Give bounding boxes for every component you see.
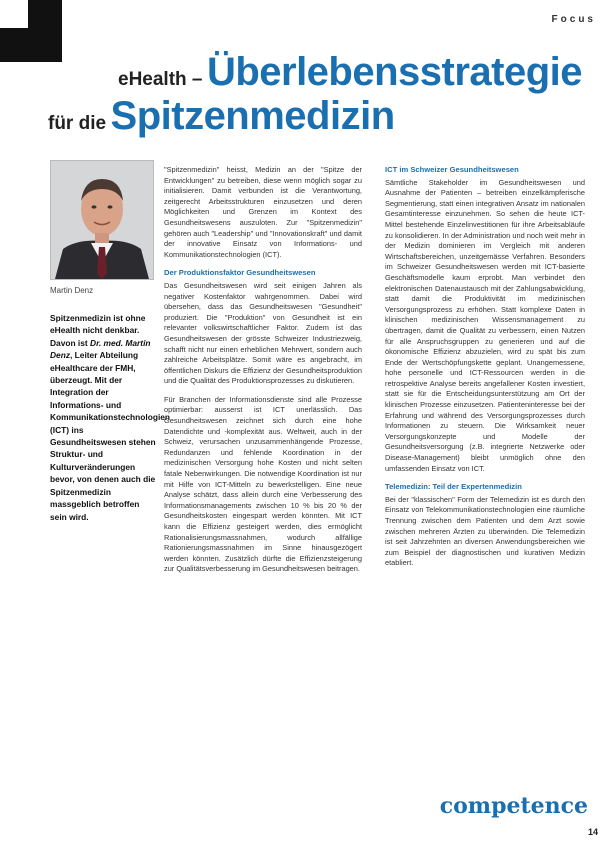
ict-paragraph: Sämtliche Stakeholder im Gesundheitswesen und Ausnahme der Patienten – betreiben einzelkämpferische Segmentierung, statt einen integrativen Ansatz im nationalen Gesamtinteresse einzunehmen. So sehen die heute ICT-Mittel bestehende Einzelinvestitionen für ihre Arbeitsabläufe zu konsolidieren. In der Administration und noch weit mehr in der Medizin dominieren im Vergleich mit anderen Wirtschaftsbereichen, unzeitgemässe Verfahren. Besonders im Schweizer Gesundheitswesen werden mit ICT-basierte Geschäftsmodelle kaum erprobt. Man verbindet den elektronischen Datenaustausch mit der Zahlungsabwicklung, statt damit die Produktivität im medizinischen Versorgungsprozess zu erhöhen. Statt komplexe Daten in klinischen medizinischen Wissensmanagement zu übertragen, damit die Qualität zu verbessern, einen Nutzen für alle Anspruchsgruppen zu generieren und auf die ökonomische Effizienz abzuzielen, wird zu spät bis zum Ende der Wertschöpfungskette geplant. Unangemessene, hohe personelle und ICT-Ressourcen werden in die retrospektive Analyse bereits angefallener Kosten investiert, statt sie für die Entscheidungsunterstützung am Ort der klinischen Prozesse einzusetzen. Patienteninteresse bei der Erfahrung und während des Versorgungsprozesses durch Informationen zu steuern. Die Wirksamkeit neuer Versorgungskonzepte und Modelle der Gesundheitsversorgung (z.B. integrierte Netzwerke oder Disease-Management) bleibt unmöglich ohne den umfassenden Einsatz von ICT. <box>385 177 585 473</box>
body-column-2 <box>385 165 585 577</box>
title-prefix: eHealth – <box>118 69 203 90</box>
portrait-image <box>51 161 153 279</box>
lead-paragraph <box>50 312 171 523</box>
lead-author-name: Dr. med. Martin Denz <box>50 337 151 361</box>
magazine-logo <box>440 793 588 819</box>
page-title-line-2 <box>48 94 395 139</box>
section-heading-ict: ICT im Schweizer Gesundheitswesen <box>385 165 519 174</box>
page-title-line-1 <box>118 50 582 95</box>
body-column-1 <box>164 165 362 583</box>
title-connector: für die <box>48 113 107 134</box>
corner-notch <box>0 0 28 28</box>
section-heading-telemedicine: Telemedizin: Teil der Expertenmedizin <box>385 482 522 492</box>
production-paragraph: Das Gesundheitswesen wird seit einigen Jahren als negativer Kostenfaktor wahrgenommen. Dabei wird übersehen, dass das Gesundheitswesen "Gesundheit" produziert. Die "Produktion" von Gesundheit ist ein relevanter volkswirtschaftlicher Faktor. Zudem ist das Gesundheitswesen der grösste Schweizer Industriezweig, schafft nicht nur einen erheblichen Mehrwert, sondern auch zahlreiche Arbeitsplätze. Somit wäre es angebracht, im öffentlichen Diskurs die Effizienz der Gesundheitsproduktion und die Qualität des Produktionsprozesses zu diskutieren. <box>164 280 362 386</box>
intro-paragraph: "Spitzenmedizin" heisst, Medizin an der "Spitze der Entwicklungen" zu betreiben, diese wenn möglich sogar zu initialisieren. Damit verbunden ist die Verantwortung, zeitgerecht Arbeitsstrukturen einzusetzen und deren Möglichkeiten und Grenzen im Kontext des Gesundheitswesens auszuloten. Zur "Spitzenmedizin" gehören auch "Leadership" und "Innovationskraft" und damit der innovative Einsatz von Informations- und Kommunikationstechnologien (ICT). <box>164 165 362 259</box>
logo-wordmark: competence <box>439 793 588 819</box>
title-second: Spitzenmedizin <box>110 94 395 138</box>
lead-text-start: Spitzenmedizin ist ohne eHealth nicht denkbar. Davon ist <box>50 313 146 348</box>
author-photo <box>50 160 154 280</box>
title-main: Überlebensstrategie <box>206 50 583 94</box>
lead-text-end: , Leiter Abteilung eHealthcare der FMH, überzeugt. Mit der Integration der Informations- und Kommunikationstechnologien (ICT) ins Gesundheitswesen stehen Struktur- und Kulturveränderungen bevor, von denen auch die Spitzenmedizin massgeblich betroffen sein wird. <box>50 350 171 522</box>
section-heading-production: Der Produktionsfaktor Gesundheitswesen <box>164 268 316 278</box>
efficiency-paragraph: Für Branchen der Informationsdienste sind alle Prozesse optimierbar: ausserst ist ICT unerlässlich. Das Gesundheitswesen zeichnet sich durch eine hohe Datendichte und -komplexität aus. Weltweit, auch in der Schweiz, verursachen unzusammenhängende Prozesse, Redundanzen und fehlende Koordination in der medizinischen Versorgung hohe Kosten und nicht selten fatale Nebenwirkungen. Die notwendige Koordination ist nur mit Hilfe von ICT-Mitteln zu bewerkstelligen. Eine neue Analyse schätzt, dass allein durch eine Verbesserung des Informationsmanagements zwischen 10 % bis 20 % der Gesundheitskosten eingespart werden könnten. Mit ICT kann die Effizienz gesteigert werden, dies ermöglicht Rationalisierungsmassnahmen, wodurch allfällige Rationierungsmassnahmen im Sinne hinausgezögert werden könnten. Zusätzlich dürfte die Effizienzsteigerung zur Qualitätsverbesserung im Gesundheitswesen beitragen. <box>164 394 362 574</box>
section-label: Focus <box>551 14 596 25</box>
page-number: 14 <box>587 827 598 837</box>
photo-caption: Martin Denz <box>50 286 94 295</box>
telemedicine-paragraph: Bei der "klassischen" Form der Telemedizin ist es durch den Einsatz von Telekommunikationstechnologien eine räumliche Trennung zwischen dem Patienten und dem Arzt sowie zwischen mehreren Ärzten zu überwinden. Die Telemedizin ist seit Jahrzehnten an diversen Anwendungsbereichen wie zum Beispiel der diagnostischen und kurativen Medizin etabliert. <box>385 494 585 568</box>
